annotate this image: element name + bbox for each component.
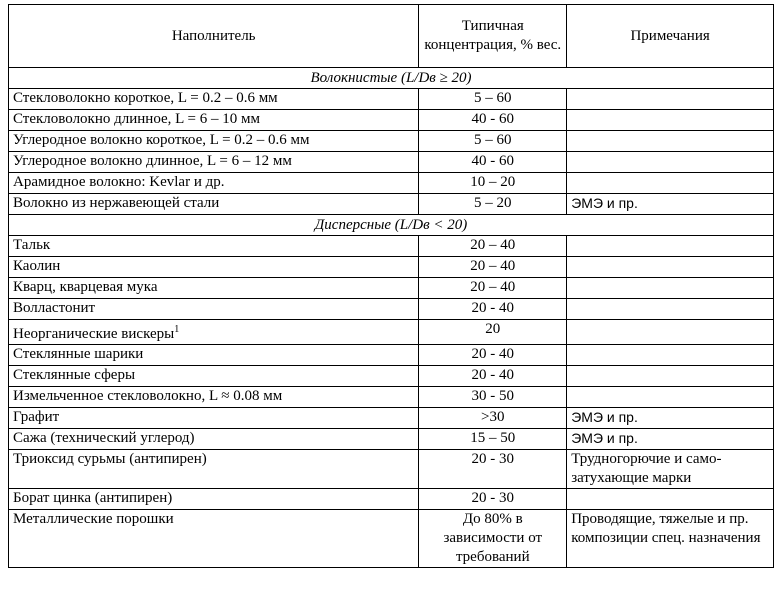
table-row (9, 299, 774, 320)
filler-name: Измельченное стекловолокно, L ≈ 0.08 мм (13, 388, 283, 404)
filler-name: Волокно из нержавеющей стали (13, 195, 220, 211)
concentration-cell: 20 - 30 (419, 489, 567, 510)
header-filler: Наполнитель (9, 5, 419, 68)
filler-name-cell (9, 299, 419, 320)
table-row (9, 510, 774, 568)
filler-name-cell (9, 387, 419, 408)
notes-cell (567, 236, 774, 257)
filler-name-cell (9, 510, 419, 568)
notes-cell (567, 152, 774, 173)
notes-cell (567, 257, 774, 278)
filler-name-cell (9, 194, 419, 215)
table-row (9, 131, 774, 152)
concentration-cell: 20 - 40 (419, 366, 567, 387)
notes-cell (567, 366, 774, 387)
table-row (9, 489, 774, 510)
filler-name: Стеклянные шарики (13, 346, 144, 362)
filler-name-cell (9, 110, 419, 131)
filler-name-cell (9, 450, 419, 489)
notes-cell: Проводящие, тяжелые и пр. композиции спец. назначения (567, 510, 774, 568)
concentration-cell: 20 – 40 (419, 257, 567, 278)
filler-name: Стеклянные сферы (13, 367, 136, 383)
table-row (9, 408, 774, 429)
concentration-cell: 30 - 50 (419, 387, 567, 408)
table-row (9, 110, 774, 131)
concentration-cell: >30 (419, 408, 567, 429)
concentration-cell: 20 - 40 (419, 299, 567, 320)
concentration-cell: До 80% в зависимости от требований (419, 510, 567, 568)
filler-name-cell (9, 429, 419, 450)
filler-name: Волластонит (13, 300, 96, 316)
concentration-cell: 20 – 40 (419, 278, 567, 299)
filler-name-cell (9, 89, 419, 110)
notes-cell: Трудногорючие и само-затухающие марки (567, 450, 774, 489)
header-concentration (419, 5, 567, 68)
concentration-cell: 5 – 20 (419, 194, 567, 215)
concentration-cell: 15 – 50 (419, 429, 567, 450)
filler-name: Металлические порошки (13, 511, 174, 527)
notes-cell (567, 387, 774, 408)
filler-name-cell (9, 152, 419, 173)
concentration-cell: 10 – 20 (419, 173, 567, 194)
table-row (9, 320, 774, 345)
table-row (9, 450, 774, 489)
filler-name: Углеродное волокно длинное, L = 6 – 12 мм (13, 153, 292, 169)
table-row (9, 429, 774, 450)
filler-name-cell (9, 366, 419, 387)
filler-name-cell (9, 173, 419, 194)
table-row (9, 236, 774, 257)
notes-cell (567, 89, 774, 110)
filler-name: Сажа (технический углерод) (13, 430, 195, 446)
footnote-marker: 1 (174, 324, 180, 335)
concentration-cell: 5 – 60 (419, 89, 567, 110)
notes-cell: ЭМЭ и пр. (567, 194, 774, 215)
table-row (9, 387, 774, 408)
filler-name-cell (9, 320, 419, 345)
fillers-table (8, 4, 774, 568)
notes-cell (567, 489, 774, 510)
notes-cell (567, 320, 774, 345)
table-row (9, 345, 774, 366)
filler-name-cell (9, 131, 419, 152)
table-row (9, 366, 774, 387)
table-row (9, 89, 774, 110)
table-row (9, 278, 774, 299)
concentration-cell: 20 (419, 320, 567, 345)
group-dispersed: Дисперсные (L/Dв < 20) (9, 215, 774, 236)
filler-name: Тальк (13, 237, 51, 253)
filler-name-cell (9, 408, 419, 429)
concentration-cell: 20 - 30 (419, 450, 567, 489)
filler-name: Стекловолокно длинное, L = 6 – 10 мм (13, 111, 260, 127)
filler-name: Углеродное волокно короткое, L = 0.2 – 0.6 мм (13, 132, 310, 148)
filler-name-cell (9, 278, 419, 299)
notes-cell: ЭМЭ и пр. (567, 408, 774, 429)
group-fibrous: Волокнистые (L/Dв ≥ 20) (9, 68, 774, 89)
table-row (9, 194, 774, 215)
table-row (9, 173, 774, 194)
filler-name: Кварц, кварцевая мука (13, 279, 158, 295)
filler-name: Стекловолокно короткое, L = 0.2 – 0.6 мм (13, 90, 278, 106)
notes-cell (567, 110, 774, 131)
filler-name-cell (9, 257, 419, 278)
header-concentration-text: Типичная концентрация, % вес. (424, 18, 562, 53)
notes-cell (567, 173, 774, 194)
concentration-cell: 20 – 40 (419, 236, 567, 257)
filler-name-cell (9, 345, 419, 366)
concentration-cell: 5 – 60 (419, 131, 567, 152)
concentration-cell: 40 - 60 (419, 152, 567, 173)
filler-name-cell (9, 489, 419, 510)
table-row (9, 257, 774, 278)
table-body (9, 68, 774, 568)
filler-name: Каолин (13, 258, 61, 274)
filler-name-cell (9, 236, 419, 257)
concentration-cell: 40 - 60 (419, 110, 567, 131)
filler-name: Арамидное волокно: Kevlar и др. (13, 174, 225, 190)
notes-cell: ЭМЭ и пр. (567, 429, 774, 450)
notes-cell (567, 345, 774, 366)
notes-cell (567, 131, 774, 152)
filler-name: Борат цинка (антипирен) (13, 490, 173, 506)
table-row (9, 152, 774, 173)
header-notes: Примечания (567, 5, 774, 68)
notes-cell (567, 278, 774, 299)
notes-cell (567, 299, 774, 320)
filler-name: Триоксид сурьмы (антипирен) (13, 451, 207, 467)
concentration-cell: 20 - 40 (419, 345, 567, 366)
filler-name: Графит (13, 409, 60, 425)
filler-name: Неорганические вискеры (13, 326, 175, 342)
